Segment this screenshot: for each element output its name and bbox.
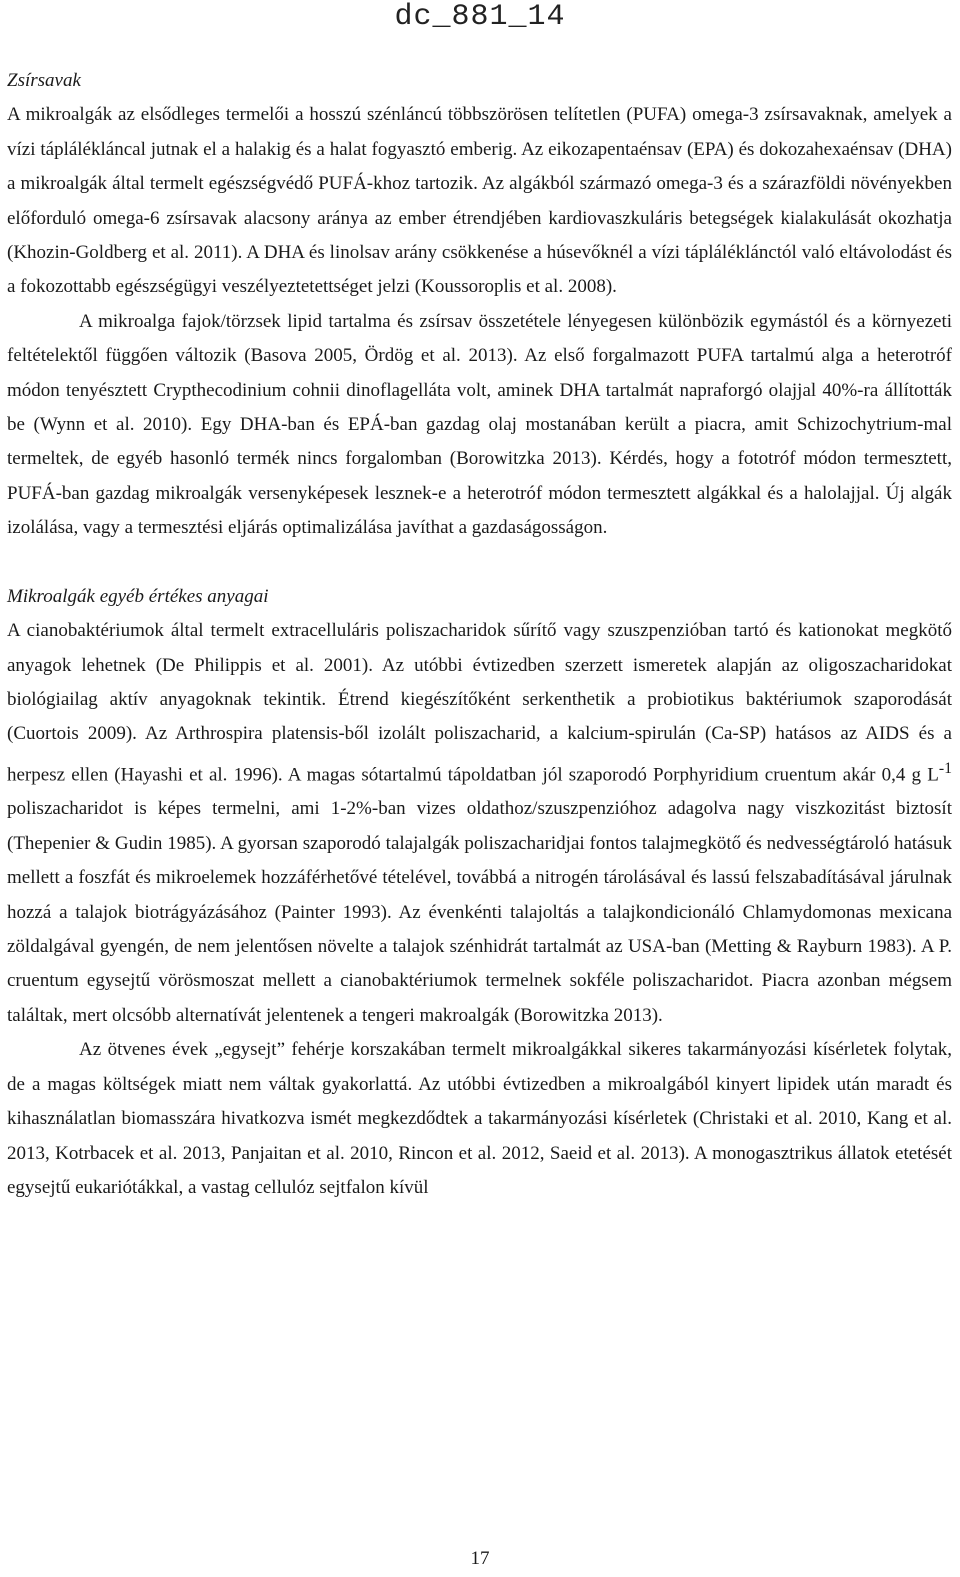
paragraph	[7, 614, 952, 1033]
paragraph: A mikroalga fajok/törzsek lipid tartalma és zsírsav összetétele lényegesen különbözik egymástól és a környezeti feltételektől függően változik (Basova 2005, Ördög et al. 2013). Az első forgalmazott PUFA tartalmú alga a heterotróf módon tenyésztett Crypthecodinium cohnii dinoflagelláta volt, aminek DHA tartalmát napraforgó olajjal 40%-ra állították be (Wynn et al. 2010). Egy DHA-ban és EPÁ-ban gazdag olaj mostanában került a piacra, amit Schizochytrium-mal termeltek, de egyéb hasonló termék nincs forgalomban (Borowitzka 2013). Kérdés, hogy a fototróf módon termesztett, PUFÁ-ban gazdag mikroalgák versenyképesek lesznek-e a heterotróf módon termesztett algákkal és a halolajjal. Új algák izolálása, vagy a termesztési eljárás optimalizálása javíthat a gazdaságosságon.	[7, 310, 952, 539]
section-heading-fatty-acids: Zsírsavak	[7, 70, 81, 91]
paragraph: Az ötvenes évek „egysejt” fehérje korszakában termelt mikroalgákkal sikeres takarmányozási kísérletek folytak, de a magas költségek miatt nem váltak gyakorlattá. Az utóbbi évtizedben a mikroalgából kinyert lipidek után maradt és kihasználatlan biomasszára hivatkozva ismét megkezdődtek a takarmányozási kísérletek (Christaki et al. 2010, Kang et al. 2013, Kotrbacek et al. 2013, Panjaitan et al. 2010, Rincon et al. 2012, Saeid et al. 2013). A monogasztrikus állatok etetését egysejtű eukariótákkal, a vastag cellulóz sejtfalon kívül	[7, 1039, 952, 1198]
paragraph-text: A cianobaktériumok által termelt extracelluláris poliszacharidok sűrítő vagy szuszpenzióban tartó és kationokat megkötő anyagok lehetnek (De Philippis et al. 2001). Az utóbbi évtizedben szerzett ismeretek alapján az oligoszacharidokat biológiailag aktív anyagoknak tekintik. Étrend kiegészítőként serkenthetik a probiotikus baktériumok szaporodását (Cuortois 2009). Az Arthrospira platensis-ből izolált poliszacharid, a kalcium-spirulán (Ca-SP) hatásos az AIDS és a herpesz ellen (Hayashi et al. 1996). A magas sótartalmú tápoldatban jól szaporodó Porphyridium cruentum akár 0,4 g L	[7, 620, 952, 786]
superscript-exponent: -1	[938, 759, 952, 777]
paragraph: A mikroalgák az elsődleges termelői a hosszú szénláncú többszörösen telítetlen (PUFA) omega-3 zsírsavaknak, amelyek a vízi táplálékláncal jutnak el a halakig és a halat fogyasztó emberig. Az eikozapentaénsav (EPA) és dokozahexaénsav (DHA) a mikroalgák által termelt egészségvédő PUFÁ-khoz tartozik. Az algákból származó omega-3 és a szárazföldi növényekben előforduló omega-6 zsírsavak alacsony aránya az ember étrendjében kardiovaszkuláris betegségek kialakulását okozhatja (Khozin-Goldberg et al. 2011). A DHA és linolsav arány csökkenése a húsevőknél a vízi tápláléklánctól való eltávolodást és a fokozottabb egészségügyi veszélyeztetettséget jelzi (Koussoroplis et al. 2008).	[7, 104, 952, 298]
section-spacer	[7, 546, 952, 580]
paragraph-text: poliszacharidot is képes termelni, ami 1-2%-ban vizes oldathoz/szuszpenzióhoz adagolva nagy viszkozitást biztosít (Thepenier & Gudin 1985). A gyorsan szaporodó talajalgák poliszacharidjai fontos talajmegkötő és nedvességtároló hatásuk mellett a foszfát és mikroelemek hozzáférhetővé tételével, továbbá a nitrogén tárolásával és lassú felszabadításával járulnak hozzá a talajok biotrágyázásához (Painter 1993). Az évenkénti talajoltás a talajkondicionáló Chlamydomonas mexicana zöldalgával gyengén, de nem jelentősen növelte a talajok szénhidrát tartalmát az USA-ban (Metting & Rayburn 1983). A P. cruentum egysejtű vörösmoszat mellett a cianobaktériumok termelnek sokféle poliszacharidot. Piacra azonban mégsem találtak, mert olcsóbb alternatívát jelentenek a tengeri makroalgák (Borowitzka 2013).	[7, 798, 952, 1026]
page-number: 17	[470, 1548, 490, 1569]
section-heading-valuable-substances: Mikroalgák egyéb értékes anyagai	[7, 585, 269, 607]
document-body	[7, 64, 952, 1205]
document-id-header: dc_881_14	[394, 0, 566, 34]
